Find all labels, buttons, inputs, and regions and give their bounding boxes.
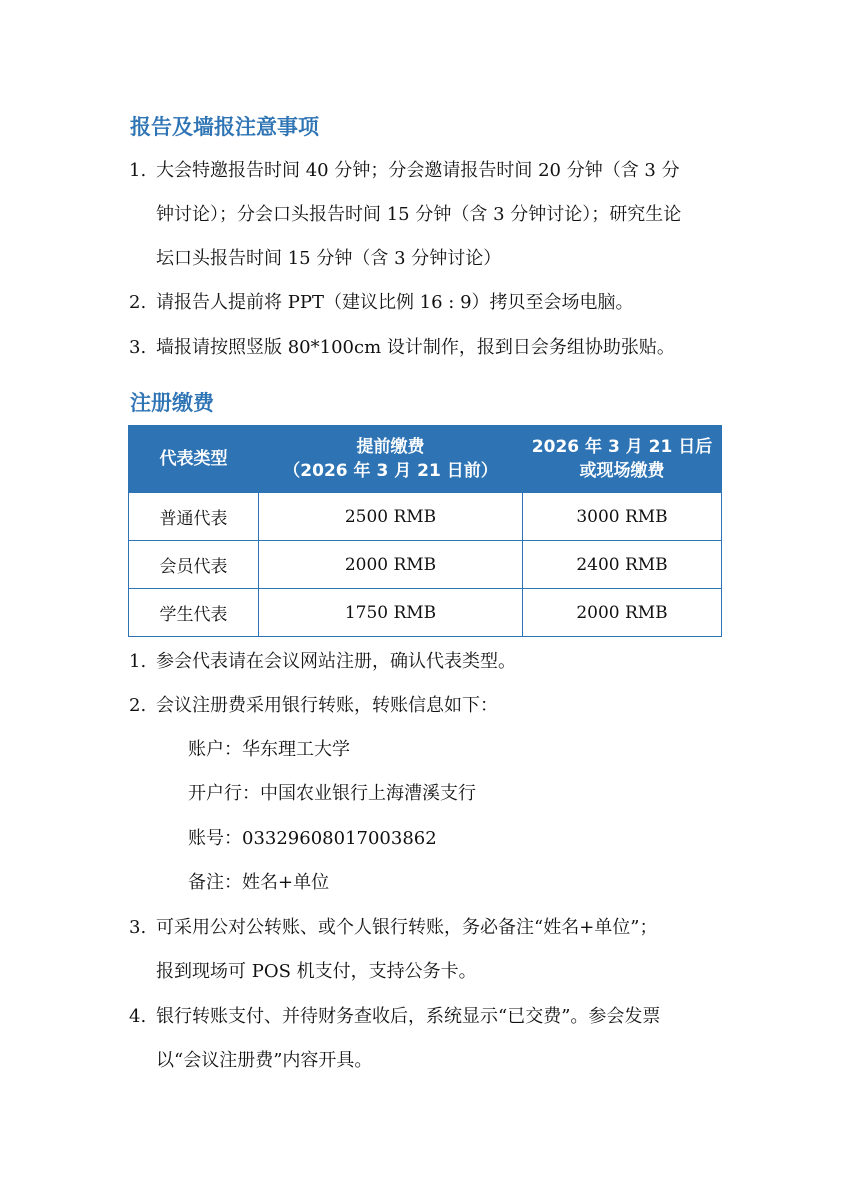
cell-early-fee: 2500 RMB: [259, 493, 523, 541]
header-delegate-type: 代表类型: [129, 426, 259, 493]
item-text: 请报告人提前将 PPT（建议比例 16 : 9）拷贝至会场电脑。: [156, 292, 634, 313]
item-text: 会议注册费采用银行转账，转账信息如下：: [156, 695, 498, 716]
cell-late-fee: 3000 RMB: [523, 493, 722, 541]
cell-type: 普通代表: [129, 493, 259, 541]
table-row: [129, 493, 722, 541]
item-text: 墙报请按照竖版 80*100cm 设计制作，报到日会务组协助张贴。: [156, 337, 675, 358]
item-text: 报到现场可 POS 机支付，支持公务卡。: [156, 961, 477, 982]
item-number: 2.: [129, 292, 147, 313]
cell-early-fee: 1750 RMB: [259, 589, 523, 637]
table-row: [129, 589, 722, 637]
cell-late-fee: 2400 RMB: [523, 541, 722, 589]
header-early-payment: 提前缴费 （2026 年 3 月 21 日前）: [259, 426, 523, 493]
cell-type: 会员代表: [129, 541, 259, 589]
table-header-row: [129, 426, 722, 493]
table-row: [129, 541, 722, 589]
item-number: 1.: [129, 651, 147, 672]
item-text: 银行转账支付、并待财务查收后，系统显示“已交费”。参会发票: [156, 1006, 661, 1027]
registration-fee-table: [128, 425, 722, 637]
item-text: 坛口头报告时间 15 分钟（含 3 分钟讨论）: [156, 248, 502, 269]
item-number: 1.: [129, 160, 147, 181]
cell-late-fee: 2000 RMB: [523, 589, 722, 637]
item-number: 2.: [129, 695, 147, 716]
item-text: 可采用公对公转账、或个人银行转账，务必备注“姓名+单位”；: [156, 917, 658, 938]
item-text: 参会代表请在会议网站注册，确认代表类型。: [156, 651, 516, 672]
item-text: 大会特邀报告时间 40 分钟；分会邀请报告时间 20 分钟（含 3 分: [156, 160, 680, 181]
cell-early-fee: 2000 RMB: [259, 541, 523, 589]
section-title-registration: 注册缴费: [130, 391, 214, 415]
item-number: 3.: [129, 337, 147, 358]
item-text: 钟讨论）；分会口头报告时间 15 分钟（含 3 分钟讨论）；研究生论: [156, 204, 682, 225]
item-number: 3.: [129, 917, 147, 938]
document-page: 报告及墙报注意事项 1. 大会特邀报告时间 40 分钟；分会邀请报告时间 20 分钟（含 3 分 钟讨论）；分会口头报告时间 15 分钟（含 3 分钟讨论）；研究生论 坛口头报告时间 15 分钟（含 3 分钟讨论） 2. 请报告人提前将 PPT（建议比例 16 : 9）拷贝至会场电脑。 3. 墙报请按照竖版 80*100cm 设计制作，报到日会务组协助张贴。 注册缴费 代表类型 提前缴费 （2026 年 3 月 21 日前） 2026 年 3 月 21 日后 或现场缴费 普通代表 2500 RMB 3000 RMB 会员代表 2000 RMB 2400 RMB 学生代表 1750 RMB 2000 RMB 1. 参会代表请在会议网站注册，确认代表类型。 2. 会议注册费采用银行转账，转账信息如下： 账户：华东理工大学 开户行：中国农业银行上海漕溪支行 账号：03329608017003862 备注：姓名+单位 3. 可采用公对公转账、或个人银行转账，务必备注“姓名+单位”； 报到现场可 POS 机支付，支持公务卡。 4. 银行转账支付、并待财务查收后，系统显示“已交费”。参会发票 以“会议注册费”内容开具。: [0, 0, 849, 1200]
cell-type: 学生代表: [129, 589, 259, 637]
item-text: 以“会议注册费”内容开具。: [156, 1050, 373, 1071]
header-late-payment: 2026 年 3 月 21 日后 或现场缴费: [523, 426, 722, 493]
item-number: 4.: [129, 1006, 147, 1027]
section-title-report-poster: 报告及墙报注意事项: [130, 115, 319, 139]
